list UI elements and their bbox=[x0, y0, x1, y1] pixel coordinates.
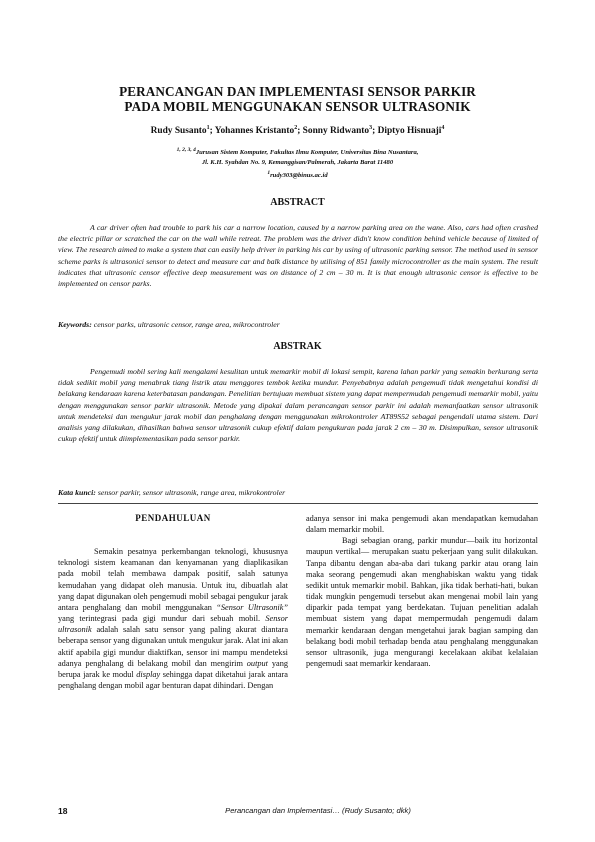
author-superscript: 1 bbox=[206, 125, 210, 131]
paper-title bbox=[60, 84, 535, 114]
abstract-body: A car driver often had trouble to park his car a narrow location, caused by a narrow parking area on the wane. Also, cars had often crashed the electric pillar or scratched the car on the wall while retreat. The problem was the driver didn't know condition behind vehicle because of limited of view. The research aimed to make a system that can easily help driver in parking his car by using of ultrasonic parking sensor. The method used in sensor scheme parks is ultrasonici sensor to detect and measure car and balk distance by utilising of 851 family microcontroller as the main system. The result indicates that ultrasonic censor effective deep measurement was on distance of 2 cm – 30 m. It is that enough ultrasonic censor is effective to be implemented on censor parks. bbox=[58, 223, 538, 289]
kata-kunci bbox=[58, 488, 538, 497]
intro-paragraph-1: Semakin pesatnya perkembangan teknologi, khususnya teknologi sistem keamanan dan kenyamanan yang diaplikasikan pada mobil telah membawa dampak positif, salah satunya kemudahan yang didapat oleh manusia. Untuk itu, dibuatlah alat yang dapat digunakan oleh pengemudi mobil sebagai pengukur jarak antara penghalang dan mobil menggunakan “Sensor Ultrasonik” yang terintegrasi pada gigi mundur dari sebuah mobil. Sensor ultrasonik adalah salah satu sensor yang paling akurat diantara beberapa sensor yang digunakan untuk mengukur jarak. Alat ini akan aktif apabila gigi mundur diaktifkan, sensor ini mampu mendeteksi adanya penghalang di belakang mobil dan mengirim output yang berupa jarak ke modul display sehingga dapat diketahui jarak antara penghalang dengan mobil agar benturan dapat dihindari. Dengan bbox=[58, 547, 288, 691]
author-name: Yohannes Kristanto bbox=[214, 126, 295, 137]
intro-paragraph-1-cont: adanya sensor ini maka pengemudi akan mendapatkan kemudahan dalam memarkir mobil. bbox=[306, 514, 538, 535]
author-superscript: 3 bbox=[369, 125, 373, 131]
author-superscript: 2 bbox=[294, 125, 298, 131]
author-name: Rudy Susanto bbox=[150, 126, 207, 137]
keywords-list: censor parks, ultrasonic censor, range area, mikrocontroler bbox=[91, 320, 280, 329]
abstrak-text bbox=[58, 366, 538, 444]
author-email: rudy303@binus.ac.id bbox=[270, 172, 328, 180]
author-list bbox=[60, 125, 535, 136]
author-separator: ; bbox=[209, 126, 215, 137]
author-name: Diptyo Hisnuaji bbox=[377, 126, 442, 137]
abstract-text bbox=[58, 222, 538, 289]
keywords-label: Keywords: bbox=[58, 320, 92, 329]
affiliation-line-2: Jl. K.H. Syahdan No. 9, Kemanggisan/Palmerah, Jakarta Barat 11480 bbox=[201, 159, 394, 167]
intro-left-column bbox=[58, 513, 288, 691]
abstrak-body: Pengemudi mobil sering kali mengalami kesulitan untuk memarkir mobil di lokasi sempit, karena lahan parkir yang semakin berkurang serta tidak sedikit mobil yang menabrak tiang listrik atau menggores tembok ketika mundur. Penyebabnya adalah pengemudi tidak mengetahui kondisi di belakang kendaraan karena keterbatasan pandangan. Penelitian bertujuan membuat sistem yang dapat mempermudah pengemudi memarkir mobil, yaitu dengan menggunakan sensor parkir ultrasonik. Metode yang dipakai dalam perancangan sensor parkir ini adalah memanfaatkan sensor ultrasonik untuk mendeteksi dan mengukur jarak mobil dan penghalang dengan menggunakan mikrokontroler AT89S52 sebagai pengendali utama sistem. Dari analisis yang dilakukan, dihasilkan bahwa sensor ultrasonik cukup efektif dalam pengukuran pada jarak 2 cm – 30 m. Disimpulkan, sensor ultrasonik cukup efektif untuk diimplementasikan pada sensor parkir. bbox=[58, 367, 538, 444]
title-line-1: PERANCANGAN DAN IMPLEMENTASI SENSOR PARKIR bbox=[119, 84, 476, 99]
kata-kunci-list: sensor parkir, sensor ultrasonik, range area, mikrokontroler bbox=[95, 488, 286, 497]
kata-kunci-label: Kata kunci: bbox=[58, 488, 96, 497]
running-head: Perancangan dan Implementasi… (Rudy Susanto; dkk) bbox=[225, 806, 411, 815]
author-separator: ; bbox=[297, 126, 303, 137]
abstrak-heading: ABSTRAK bbox=[273, 341, 322, 352]
abstract-heading: ABSTRACT bbox=[270, 197, 325, 208]
keywords bbox=[58, 320, 538, 329]
email-superscript: 1 bbox=[267, 170, 271, 177]
affiliation-line-1: Jurusan Sistem Komputer, Fakultas Ilmu Komputer, Universitas Bina Nusantara, bbox=[195, 149, 419, 157]
affiliation bbox=[90, 145, 505, 181]
intro-paragraph-2: Bagi sebagian orang, parkir mundur—baik itu horizontal maupun vertikal— merupakan suatu pekerjaan yang sulit dilakukan. Tanpa dibantu dengan aba-aba dari tukang parkir atau orang lain maka seorang pengemudi akan menghabiskan waktu yang tidak sedikit untuk memarkir mobil. Bahkan, jika tidak berhati-hati, bukan tidak mungkin pengemudi tersebut akan mengenai mobil lain yang diparkir pada tempat yang berdekatan. Tujuan penelitian adalah membuat sistem yang dapat mempermudah pengemudi dalam memarkir kendaraan dengan mengetahui jarak bagian samping dan belakang bodi mobil terhadap benda atau penghalang menggunakan sensor ultrasonik, juga mengurangi kecelakaan akibat kelalaian pengemudi saat memarkir kendaraan. bbox=[306, 536, 538, 669]
author-separator: ; bbox=[372, 126, 378, 137]
affiliation-superscript: 1, 2, 3, 4 bbox=[176, 147, 196, 153]
page-number: 18 bbox=[58, 806, 68, 816]
intro-heading: PENDAHULUAN bbox=[135, 513, 211, 523]
intro-right-column bbox=[306, 513, 538, 669]
section-divider bbox=[58, 503, 538, 504]
author-name: Sonny Ridwanto bbox=[302, 126, 370, 137]
author-superscript: 4 bbox=[441, 125, 445, 131]
title-line-2: PADA MOBIL MENGGUNAKAN SENSOR ULTRASONIK bbox=[124, 99, 471, 114]
